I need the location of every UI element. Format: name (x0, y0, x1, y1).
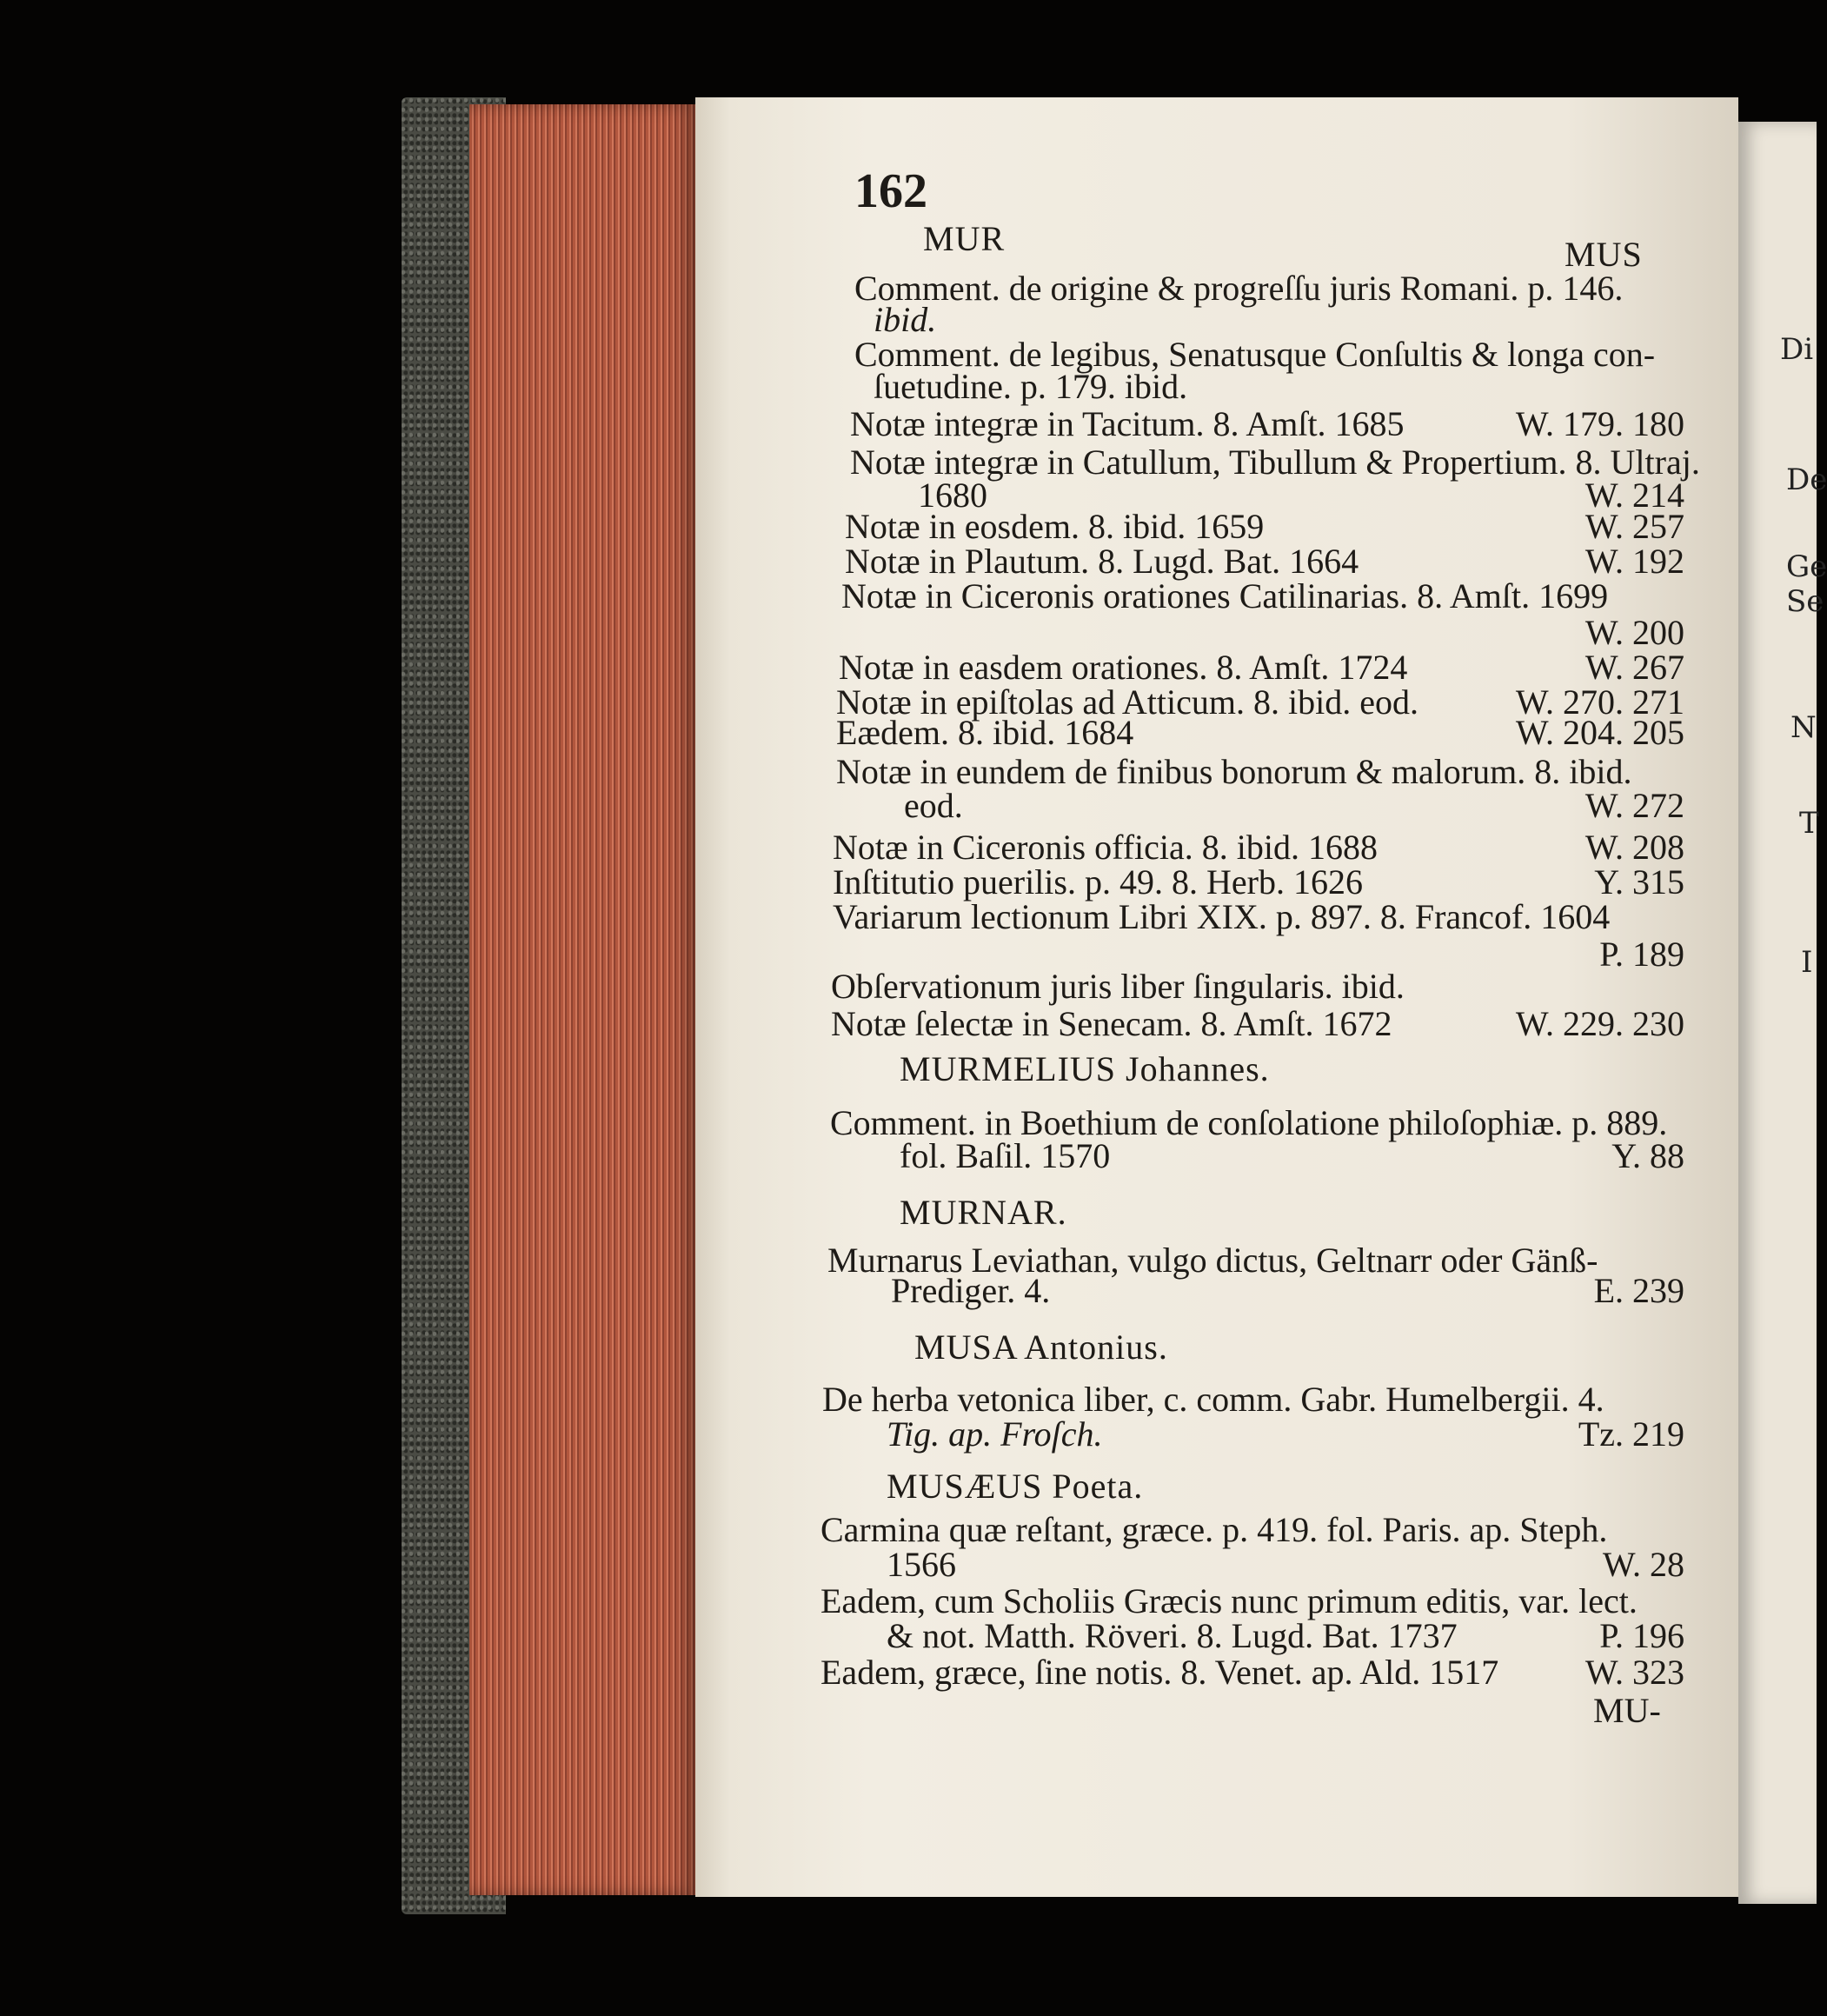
entry-line: Notæ in Ciceronis orationes Catilinarias. 8. Amſt. 1699 (841, 576, 1609, 615)
running-head-right: MUS (1565, 235, 1643, 274)
facing-fragment: N (1790, 710, 1817, 745)
entry-line: Notæ in Plautum. 8. Lugd. Bat. 1664 (845, 542, 1359, 581)
page-number: 162 (854, 164, 927, 218)
entry-line: Variarum lectionum Libri XIX. p. 897. 8. Francof. 1604 (833, 897, 1611, 936)
shelfmark: W. 229. 230 (1515, 1004, 1684, 1043)
entry-line: Notæ in eosdem. 8. ibid. 1659 (845, 507, 1265, 546)
entry-line: Comment. in Boethium de conſolatione philoſophiæ. p. 889. (830, 1103, 1668, 1142)
facing-fragment: De (1786, 462, 1827, 497)
entry-line: Notæ in epiſtolas ad Atticum. 8. ibid. eod. (836, 682, 1418, 722)
shelfmark: Tz. 219 (1578, 1414, 1684, 1454)
facing-fragment: T (1799, 806, 1819, 841)
entry-line: Eadem, græce, ſine notis. 8. Venet. ap. Ald. 1517 (820, 1653, 1499, 1692)
author-heading: MURMELIUS Johannes. (900, 1049, 1270, 1088)
shelfmark: W. 28 (1602, 1545, 1684, 1584)
entry-line: 1680 (918, 476, 987, 515)
shelfmark: W. 270. 271 (1515, 682, 1684, 722)
entry-line: Obſervationum juris liber ſingularis. ibid. (831, 967, 1405, 1006)
shelfmark: W. 272 (1585, 786, 1684, 825)
author-heading: MUSA Antonius. (914, 1327, 1168, 1367)
author-heading: MURNAR. (900, 1193, 1067, 1232)
entry-line: fol. Baſil. 1570 (900, 1136, 1111, 1175)
entry-line: & not. Matth. Röveri. 8. Lugd. Bat. 1737 (887, 1616, 1458, 1655)
shelfmark: W. 323 (1585, 1653, 1684, 1692)
entry-line: ſuetudine. p. 179. ibid. (874, 367, 1188, 406)
shelfmark: P. 196 (1599, 1616, 1684, 1655)
entry-line: Tig. ap. Froſch. (887, 1414, 1103, 1454)
entry-line: Notæ ſelectæ in Senecam. 8. Amſt. 1672 (831, 1004, 1392, 1043)
catchword: MU- (1593, 1691, 1661, 1730)
entry-line: eod. (904, 786, 963, 825)
author-heading: MUSÆUS Poeta. (887, 1467, 1144, 1506)
shelfmark: W. 200 (1585, 613, 1684, 652)
shelfmark: W. 208 (1585, 828, 1684, 867)
entry-line: Prediger. 4. (891, 1271, 1051, 1310)
entry-line: Eædem. 8. ibid. 1684 (836, 713, 1134, 752)
entry-line: ibid. (874, 300, 937, 339)
entry-line: Notæ in easdem orationes. 8. Amſt. 1724 (839, 648, 1408, 687)
entry-line: 1566 (887, 1545, 956, 1584)
facing-fragment: Se (1786, 584, 1824, 619)
facing-fragment: Di (1780, 332, 1814, 367)
entry-line: De herba vetonica liber, c. comm. Gabr. Humelbergii. 4. (822, 1380, 1604, 1419)
entry-line: Notæ in eundem de finibus bonorum & malorum. 8. ibid. (836, 752, 1632, 791)
facing-fragment: I (1801, 945, 1813, 980)
page-edges (469, 104, 695, 1895)
shelfmark: W. 267 (1585, 648, 1684, 687)
entry-line: Notæ integræ in Tacitum. 8. Amſt. 1685 (850, 404, 1405, 443)
shelfmark: E. 239 (1593, 1271, 1684, 1310)
shelfmark: W. 257 (1585, 507, 1684, 546)
entry-line: Notæ integræ in Catullum, Tibullum & Propertium. 8. Ultraj. (850, 442, 1700, 482)
facing-page (1738, 122, 1817, 1904)
entry-line: Comment. de origine & progreſſu juris Romani. p. 146. (854, 269, 1624, 308)
shelfmark: Y. 88 (1611, 1136, 1684, 1175)
entry-line: Comment. de legibus, Senatusque Conſultis & longa con- (854, 335, 1656, 374)
shelfmark: W. 192 (1585, 542, 1684, 581)
facing-fragment: Ge (1786, 549, 1827, 584)
shelfmark: W. 214 (1585, 476, 1684, 515)
shelfmark: P. 189 (1599, 935, 1684, 974)
shelfmark: W. 204. 205 (1515, 713, 1684, 752)
entry-line: Inſtitutio puerilis. p. 49. 8. Herb. 1626 (833, 862, 1363, 902)
shelfmark: Y. 315 (1594, 862, 1684, 902)
entry-line: Notæ in Ciceronis officia. 8. ibid. 1688 (833, 828, 1378, 867)
running-head-left: MUR (923, 219, 1006, 258)
entry-line: Carmina quæ reſtant, græce. p. 419. fol. Paris. ap. Steph. (820, 1510, 1608, 1549)
entry-line: Murnarus Leviathan, vulgo dictus, Geltnarr oder Gänß- (827, 1241, 1598, 1280)
shelfmark: W. 179. 180 (1515, 404, 1684, 443)
entry-line: Eadem, cum Scholiis Græcis nunc primum editis, var. lect. (820, 1581, 1638, 1620)
